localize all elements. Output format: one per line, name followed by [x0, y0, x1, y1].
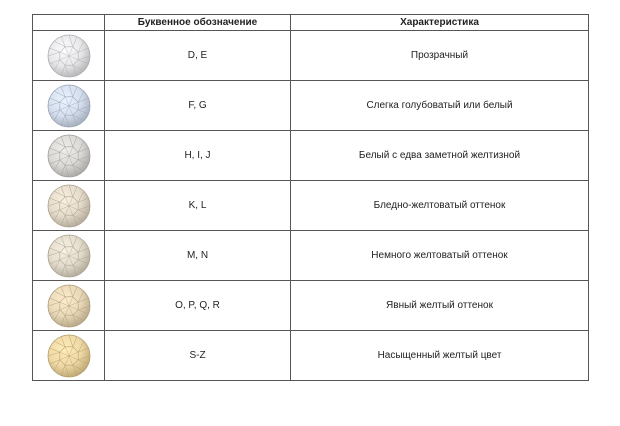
description-cell: Слегка голубоватый или белый [291, 81, 589, 131]
diamond-icon [45, 183, 93, 229]
grade-cell: K, L [105, 181, 291, 231]
gem-cell [33, 281, 105, 331]
grade-cell: H, I, J [105, 131, 291, 181]
grade-cell: F, G [105, 81, 291, 131]
header-description: Характеристика [291, 15, 589, 31]
description-cell: Явный желтый оттенок [291, 281, 589, 331]
table-row [33, 231, 589, 281]
table-row [33, 181, 589, 231]
description-cell: Немного желтоватый оттенок [291, 231, 589, 281]
gem-cell [33, 131, 105, 181]
diamond-icon [45, 233, 93, 279]
gem-cell [33, 81, 105, 131]
diamond-icon [45, 283, 93, 329]
table-body [33, 31, 589, 381]
gem-cell [33, 231, 105, 281]
table-row [33, 131, 589, 181]
description-cell: Прозрачный [291, 31, 589, 81]
table-row [33, 331, 589, 381]
grade-cell: D, E [105, 31, 291, 81]
description-cell: Бледно-желтоватый оттенок [291, 181, 589, 231]
table-row [33, 31, 589, 81]
table-row [33, 281, 589, 331]
header-image [33, 15, 105, 31]
description-cell: Белый с едва заметной желтизной [291, 131, 589, 181]
diamond-color-table [32, 14, 589, 381]
grade-cell: M, N [105, 231, 291, 281]
header-grade: Буквенное обозначение [105, 15, 291, 31]
gem-cell [33, 181, 105, 231]
diamond-icon [45, 333, 93, 379]
grade-cell: O, P, Q, R [105, 281, 291, 331]
diamond-icon [45, 83, 93, 129]
table-row [33, 81, 589, 131]
gem-cell [33, 331, 105, 381]
gem-cell [33, 31, 105, 81]
description-cell: Насыщенный желтый цвет [291, 331, 589, 381]
diamond-icon [45, 133, 93, 179]
grade-cell: S-Z [105, 331, 291, 381]
diamond-icon [45, 33, 93, 79]
table-header-row [33, 15, 589, 31]
